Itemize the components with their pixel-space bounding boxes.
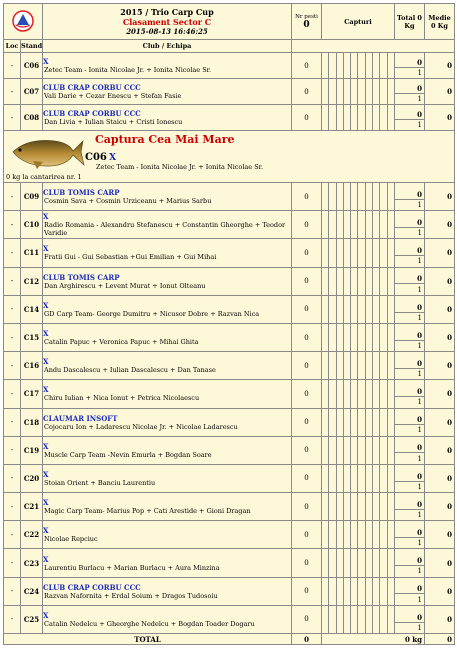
team-members: Vali Darie + Cezar Enescu + Stefan Fasie <box>44 92 182 100</box>
standings-table <box>3 3 455 645</box>
team-row <box>4 549 455 566</box>
nr-pesti-header: Nr pesti 0 <box>292 4 322 40</box>
loc-cell: - <box>4 605 21 633</box>
club-name: CLUB TOMIS CARP <box>43 188 120 198</box>
total-kg: 0 kg <box>322 634 425 645</box>
standings-page <box>3 3 454 645</box>
loc-cell: - <box>4 521 21 549</box>
team-members: Catalin Nedelcu + Gheorghe Nedelcu + Bogdan Toader Dogaru <box>44 619 255 628</box>
capturi-grid <box>322 549 395 577</box>
capturi-grid <box>322 493 395 521</box>
total-medie: 0 <box>425 634 455 645</box>
pesti-cell: 0 <box>292 239 322 267</box>
team-row <box>4 323 455 340</box>
club-name: X <box>43 329 49 339</box>
total-kg-cell: 0 <box>395 267 425 284</box>
loc-cell: - <box>4 211 21 239</box>
team-cell <box>43 105 292 131</box>
team-row <box>4 380 455 397</box>
medie-cell: 0 <box>425 53 455 79</box>
rank-cell: 1 <box>395 538 425 549</box>
team-row <box>4 521 455 538</box>
stand-cell: C22 <box>21 521 43 549</box>
medie-cell: 0 <box>425 408 455 436</box>
rank-cell: 1 <box>395 368 425 379</box>
medie-cell: 0 <box>425 380 455 408</box>
loc-cell: - <box>4 549 21 577</box>
total-kg-cell: 0 <box>395 493 425 510</box>
team-cell <box>43 183 292 211</box>
stand-cell: C23 <box>21 549 43 577</box>
stand-cell: C09 <box>21 183 43 211</box>
stand-cell: C20 <box>21 464 43 492</box>
medie-cell: 0 <box>425 577 455 605</box>
rank-cell: 1 <box>395 425 425 436</box>
team-cell <box>43 380 292 408</box>
rank-cell: 1 <box>395 227 425 238</box>
club-name: X <box>43 385 49 395</box>
page-title: 2015 / Trio Carp Cup <box>120 7 214 17</box>
medie-cell: 0 <box>425 521 455 549</box>
biggest-fish-members: Zetec Team - Ionita Nicolae Jr. + Ionita Nicolae Sr. <box>96 163 264 171</box>
stand-cell: C21 <box>21 493 43 521</box>
team-cell <box>43 549 292 577</box>
pesti-cell: 0 <box>292 577 322 605</box>
rank-cell: 1 <box>395 340 425 351</box>
biggest-fish-weighing: 0 kg la cantarirea nr. 1 <box>6 173 82 181</box>
team-row <box>4 464 455 481</box>
team-cell <box>43 408 292 436</box>
team-row <box>4 605 455 622</box>
team-members: Cosmin Sava + Cosmin Urziceanu + Marius Sarbu <box>44 197 212 206</box>
pesti-cell: 0 <box>292 323 322 351</box>
team-members: Andu Dascalescu + Iulian Dascalescu + Dan Tanase <box>44 366 216 375</box>
capturi-grid <box>322 295 395 323</box>
total-kg-cell: 0 <box>395 79 425 94</box>
team-row <box>4 267 455 284</box>
carp-fish-icon <box>7 133 85 171</box>
team-row <box>4 79 455 94</box>
team-members: Razvan Nafornita + Erdal Soium + Dragos Tudosoiu <box>44 591 218 600</box>
team-cell <box>43 239 292 267</box>
loc-cell: - <box>4 267 21 295</box>
stand-cell: C14 <box>21 295 43 323</box>
team-row <box>4 183 455 200</box>
capturi-grid <box>322 380 395 408</box>
club-name: X <box>43 212 49 222</box>
team-row <box>4 295 455 312</box>
timestamp: 2015-08-13 16:46:25 <box>126 27 208 36</box>
medie-cell: 0 <box>425 323 455 351</box>
stand-cell: C24 <box>21 577 43 605</box>
capturi-grid <box>322 577 395 605</box>
total-kg-cell: 0 <box>395 549 425 566</box>
team-cell <box>43 53 292 79</box>
team-members: Dan Arghirescu + Levent Murat + Ionut Olteanu <box>44 281 206 290</box>
medie-cell: 0 <box>425 352 455 380</box>
pesti-cell: 0 <box>292 521 322 549</box>
team-cell <box>43 211 292 239</box>
pesti-cell: 0 <box>292 79 322 105</box>
rank-cell: 1 <box>395 119 425 130</box>
club-name: X <box>43 469 49 479</box>
medie-cell: 0 <box>425 183 455 211</box>
capturi-grid <box>322 352 395 380</box>
team-members: Magic Carp Team- Marius Pop + Cati Arestide + Gioni Dragan <box>44 507 251 516</box>
stand-cell: C16 <box>21 352 43 380</box>
team-members: Muscle Carp Team -Nevin Emurla + Bogdan Soare <box>44 450 212 459</box>
loc-cell: - <box>4 577 21 605</box>
capturi-header: Capturi <box>322 4 395 40</box>
loc-cell: - <box>4 408 21 436</box>
title-cell <box>43 4 292 40</box>
loc-cell: - <box>4 295 21 323</box>
medie-cell: 0 <box>425 239 455 267</box>
loc-cell: - <box>4 183 21 211</box>
team-members: Dan Livia + Iulian Staicu + Cristi Ionescu <box>44 118 183 126</box>
stand-cell: C18 <box>21 408 43 436</box>
total-pesti: 0 <box>292 634 322 645</box>
capturi-grid <box>322 436 395 464</box>
medie-cell: 0 <box>425 436 455 464</box>
rank-cell: 1 <box>395 566 425 577</box>
rank-cell: 1 <box>395 509 425 520</box>
capturi-grid <box>322 211 395 239</box>
team-row <box>4 53 455 68</box>
total-kg-cell: 0 <box>395 295 425 312</box>
pesti-cell: 0 <box>292 605 322 633</box>
team-cell <box>43 464 292 492</box>
club-header: Club / Echipa <box>43 40 292 53</box>
biggest-fish-club: X <box>109 153 117 163</box>
total-kg-cell: 0 <box>395 352 425 369</box>
stand-cell: C08 <box>21 105 43 131</box>
team-cell <box>43 79 292 105</box>
total-kg-cell: 0 <box>395 183 425 200</box>
team-cell <box>43 267 292 295</box>
rank-cell: 1 <box>395 93 425 104</box>
pesti-cell: 0 <box>292 493 322 521</box>
team-cell <box>43 352 292 380</box>
team-members: Catalin Papuc + Veronica Papuc + Mihai Ghita <box>44 338 199 347</box>
pesti-cell: 0 <box>292 295 322 323</box>
team-row <box>4 408 455 425</box>
loc-header: Loc <box>4 40 21 53</box>
team-row <box>4 577 455 594</box>
pesti-cell: 0 <box>292 211 322 239</box>
loc-cell: - <box>4 352 21 380</box>
total-kg-cell: 0 <box>395 105 425 120</box>
team-members: GD Carp Team- George Dumitru + Nicusor Dobre + Razvan Nica <box>44 309 260 318</box>
capturi-grid <box>322 79 395 105</box>
club-name: X <box>43 526 49 536</box>
rank-cell: 1 <box>395 312 425 323</box>
medie-cell: 0 <box>425 105 455 131</box>
team-row <box>4 211 455 228</box>
medie-cell: 0 <box>425 493 455 521</box>
club-name: X <box>43 300 49 310</box>
stand-cell: C10 <box>21 211 43 239</box>
pesti-cell: 0 <box>292 105 322 131</box>
capturi-grid <box>322 183 395 211</box>
team-cell <box>43 323 292 351</box>
total-row <box>4 634 455 645</box>
team-row <box>4 105 455 120</box>
team-members: Nicolae Repciuc <box>44 535 98 544</box>
stand-cell: C11 <box>21 239 43 267</box>
total-kg-cell: 0 <box>395 521 425 538</box>
pesti-cell: 0 <box>292 352 322 380</box>
loc-cell: - <box>4 239 21 267</box>
team-cell <box>43 493 292 521</box>
team-cell <box>43 605 292 633</box>
medie-cell: 0 <box>425 549 455 577</box>
capturi-grid <box>322 464 395 492</box>
team-cell <box>43 295 292 323</box>
club-name: X <box>43 244 49 254</box>
stand-cell: C19 <box>21 436 43 464</box>
team-row <box>4 436 455 453</box>
total-kg-cell: 0 <box>395 408 425 425</box>
loc-cell: - <box>4 436 21 464</box>
trio-carp-logo-icon <box>12 10 34 32</box>
stand-cell: C12 <box>21 267 43 295</box>
team-row <box>4 239 455 256</box>
medie-cell: 0 <box>425 79 455 105</box>
club-name: X <box>43 498 49 508</box>
total-kg-cell: 0 <box>395 53 425 68</box>
team-row <box>4 493 455 510</box>
medie-cell: 0 <box>425 211 455 239</box>
loc-cell: - <box>4 53 21 79</box>
stand-cell: C17 <box>21 380 43 408</box>
pesti-cell: 0 <box>292 436 322 464</box>
club-name: X <box>43 610 49 620</box>
stand-cell: C15 <box>21 323 43 351</box>
total-kg-cell: 0 <box>395 464 425 481</box>
total-kg-cell: 0 <box>395 211 425 228</box>
team-cell <box>43 577 292 605</box>
rank-cell: 1 <box>395 594 425 605</box>
team-members: Fratii Gui - Gui Sebastian +Gui Emilian + Gui Mihai <box>44 253 217 262</box>
total-kg-cell: 0 <box>395 436 425 453</box>
rank-cell: 1 <box>395 256 425 267</box>
rank-cell: 1 <box>395 481 425 492</box>
pesti-cell: 0 <box>292 549 322 577</box>
team-cell <box>43 521 292 549</box>
rank-cell: 1 <box>395 622 425 633</box>
stand-cell: C25 <box>21 605 43 633</box>
loc-cell: - <box>4 464 21 492</box>
capturi-grid <box>322 408 395 436</box>
stand-header: Stand <box>21 40 43 53</box>
capturi-grid <box>322 239 395 267</box>
capturi-grid <box>322 521 395 549</box>
biggest-fish-row <box>4 131 455 183</box>
loc-cell: - <box>4 493 21 521</box>
pesti-cell: 0 <box>292 183 322 211</box>
rank-cell: 1 <box>395 199 425 210</box>
sector-title: Clasament Sector C <box>122 17 212 27</box>
total-label: TOTAL <box>4 634 292 645</box>
capturi-grid <box>322 267 395 295</box>
team-row <box>4 352 455 369</box>
rank-cell: 1 <box>395 284 425 295</box>
capturi-grid <box>322 323 395 351</box>
total-kg-cell: 0 <box>395 323 425 340</box>
loc-cell: - <box>4 380 21 408</box>
pesti-cell: 0 <box>292 408 322 436</box>
team-members: Radio Romania - Alexandru Stefanescu + Constantin Gheorghe + Teodor Varidie <box>44 221 286 238</box>
medie-cell: 0 <box>425 605 455 633</box>
rank-cell: 1 <box>395 67 425 78</box>
club-name: CLUB CRAP CORBU CCC <box>43 83 141 92</box>
stand-cell: C07 <box>21 79 43 105</box>
medie-header: Medie 0 Kg <box>425 4 455 40</box>
medie-cell: 0 <box>425 267 455 295</box>
biggest-fish-stand: C06 <box>85 152 107 163</box>
loc-cell: - <box>4 105 21 131</box>
team-members: Zetec Team - Ionita Nicolae Jr. + Ionita Nicolae Sr. <box>44 66 212 74</box>
club-name: X <box>43 57 49 66</box>
team-members: Chiru Iulian + Nica Ionut + Petrica Nicolaescu <box>44 394 200 403</box>
total-kg-cell: 0 <box>395 605 425 622</box>
club-name: CLUB CRAP CORBU CCC <box>43 109 141 118</box>
club-name: X <box>43 357 49 367</box>
rank-cell: 1 <box>395 453 425 464</box>
medie-cell: 0 <box>425 295 455 323</box>
rank-cell: 1 <box>395 397 425 408</box>
biggest-fish-title: Captura Cea Mai Mare <box>95 133 235 146</box>
loc-cell: - <box>4 79 21 105</box>
capturi-grid <box>322 53 395 79</box>
total-header: Total 0 Kg <box>395 4 425 40</box>
pesti-cell: 0 <box>292 53 322 79</box>
stand-cell: C06 <box>21 53 43 79</box>
club-name: CLUB CRAP CORBU CCC <box>43 582 141 592</box>
logo-cell <box>4 4 43 40</box>
club-name: X <box>43 441 49 451</box>
total-kg-cell: 0 <box>395 577 425 594</box>
club-name: CLAUMAR INSOFT <box>43 413 118 423</box>
club-name: X <box>43 554 49 564</box>
team-members: Laurentiu Burlacu + Marian Burlacu + Aura Minzina <box>44 563 220 572</box>
total-kg-cell: 0 <box>395 239 425 256</box>
club-name: CLUB TOMIS CARP <box>43 272 120 282</box>
medie-cell: 0 <box>425 464 455 492</box>
team-members: Stoian Orient + Banciu Laurentiu <box>44 478 156 487</box>
pesti-cell: 0 <box>292 464 322 492</box>
loc-cell: - <box>4 323 21 351</box>
total-kg-cell: 0 <box>395 380 425 397</box>
pesti-cell: 0 <box>292 267 322 295</box>
team-cell <box>43 436 292 464</box>
capturi-grid <box>322 105 395 131</box>
team-members: Cojocaru Ion + Ladarescu Nicolae Jr. + Nicolae Ladarescu <box>44 422 238 431</box>
capturi-grid <box>322 605 395 633</box>
pesti-cell: 0 <box>292 380 322 408</box>
